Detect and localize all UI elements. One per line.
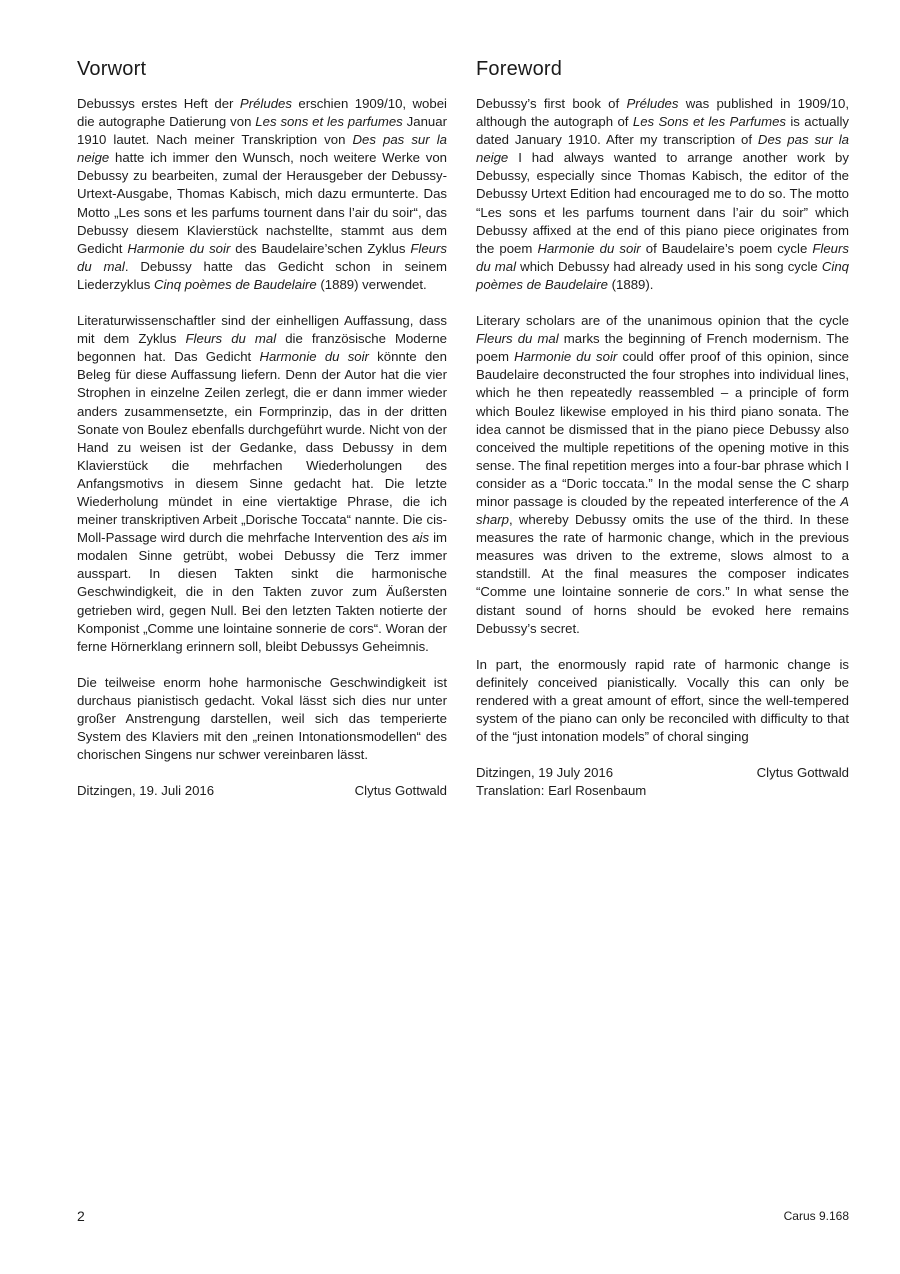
italic-title: Harmonie du soir — [127, 240, 231, 256]
italic-title: Fleurs du mal — [476, 240, 849, 274]
italic-title: Des pas sur la neige — [77, 132, 447, 166]
german-column — [77, 58, 447, 800]
english-place-date: Ditzingen, 19 July 2016 — [476, 765, 614, 781]
italic-title: Préludes — [239, 96, 292, 111]
english-translation-credit: Translation: Earl Rosenbaum — [476, 783, 647, 799]
german-heading: Vorwort — [77, 58, 147, 80]
english-paragraph-3: In part, the enormously rapid rate of harmonic change is definitely conceived pianistically. Vocally this can only be rendered with a great amount of effort, since the well-tempered system of the piano can only be reconciled with difficulty to that of the “just intonation models” of choral singing — [476, 656, 849, 745]
english-paragraph-2: Literary scholars are of the unanimous opinion that the cycle Fleurs du mal marks the beginning of French modernism. The poem Harmonie du soir could offer proof of this opinion, since Baudelaire deconstructed the four strophes into individual lines, which he then repeatedly reassembled – a principle of form which Boulez likewise employed in his third piano sonata. The idea cannot be dismissed that in the piano piece Debussy also conceived the multiple repetitions of the opening motive in this sense. The final repetition merges into a four-bar phrase which I consider as a “Doric toccata.” In the modal sense the C sharp minor passage is clouded by the repeated interference of the A sharp, whereby Debussy omits the use of the third. In these measures the rate of harmonic change, which in the previous measures was driven to the extreme, slows almost to a standstill. At the final measures the composer indicates “Comme une lointaine sonnerie de cors.” In what sense the distant sound of horns should be evoked here remains Debussy’s secret. — [476, 313, 850, 636]
italic-title: Fleurs du mal — [476, 331, 559, 347]
italic-title: Fleurs du mal — [185, 331, 277, 347]
german-paragraph-1: Debussys erstes Heft der Préludes erschien 1909/10, wobei die autographe Datierung von Les sons et les parfumes Januar 1910 lautet. Nach meiner Transkription von Des pas sur la neige hatte ich immer den Wunsch, noch weitere Werke von Debussy zu bearbeiten, zumal der Herausgeber der Debussy-Urtext-Ausgabe, Thomas Kabisch, mich dazu ermunterte. Das Motto „Les sons et les parfums tournent dans l’air du soir“, das Debussy diesem Klavierstück nachstellte, stammt aus dem Gedicht Harmonie du soir des Baudelaire’schen Zyklus Fleurs du mal. Debussy hatte das Gedicht schon in seinem Liederzyklus Cinq poèmes de Baudelaire (1889) verwendet. — [77, 96, 447, 292]
italic-title: Harmonie du soir — [259, 349, 369, 365]
italic-title: Harmonie du soir — [514, 349, 618, 365]
german-place-date: Ditzingen, 19. Juli 2016 — [77, 783, 215, 799]
italic-title: Fleurs du mal — [77, 240, 447, 274]
english-author: Clytus Gottwald — [756, 765, 849, 781]
italic-title: A sharp — [476, 493, 849, 528]
italic-title: Cinq poèmes de Baudelaire — [476, 258, 849, 292]
english-paragraph-1: Debussy’s first book of Préludes was published in 1909/10, although the autograph of Les Sons et les Parfumes is actually dated January 1910. After my transcription of Des pas sur la neige I had always wanted to arrange another work by Debussy, especially since Thomas Kabisch, the editor of the Debussy Urtext Edition had encouraged me to do so. The motto “Les sons et les parfums tournent dans l’air du soir” which Debussy affixed at the end of this piano piece originates from the poem Harmonie du soir of Baudelaire’s poem cycle Fleurs du mal which Debussy had already used in his song cycle Cinq poèmes de Baudelaire (1889). — [476, 96, 849, 292]
english-signature — [476, 764, 849, 800]
italic-title: Préludes — [626, 96, 679, 111]
italic-title: Des pas sur la neige — [476, 132, 849, 166]
italic-title: ais — [412, 530, 430, 546]
italic-title: Les Sons et les Parfumes — [632, 114, 786, 130]
german-author: Clytus Gottwald — [354, 783, 447, 799]
german-signature — [77, 782, 447, 800]
italic-title: Les sons et les parfumes — [255, 114, 403, 130]
italic-title: Cinq poèmes de Baudelaire — [153, 276, 317, 292]
page-number: 2 — [77, 1208, 85, 1224]
german-paragraph-3: Die teilweise enorm hohe harmonische Geschwindigkeit ist durchaus pianistisch gedacht. Vokal lässt sich dies nur unter großer Anstrengung darstellen, weil sich das temperierte System des Klaviers mit den „reinen Intonationsmodellen“ des chorischen Singens nur schwer vereinbaren lässt. — [77, 674, 447, 763]
catalog-number: Carus 9.168 — [783, 1209, 849, 1223]
english-column — [476, 58, 849, 800]
german-paragraph-2: Literaturwissenschaftler sind der einhelligen Auffassung, dass mit dem Zyklus Fleurs du mal die französische Moderne begonnen hat. Das Gedicht Harmonie du soir könnte den Beleg für diese Auffassung liefern. Denn der Autor hat die vier Strophen in einzelne Zeilen zerlegt, die er dann immer wieder anders zusammensetzte, ein Formprinzip, das in der dritten Sonate von Boulez ebenfalls durchgeführt wurde. Nicht von der Hand zu weisen ist der Gedanke, dass Debussy in dem Klavierstück die mehrfachen Wiederholungen des Anfangsmotivs in diesem Sinne gedacht hat. Die letzte Wiederholung mündet in eine viertaktige Phrase, die ich meiner transkriptiven Arbeit „Dorische Toccata“ nannte. Die cis-Moll-Passage wird durch die mehrfache Intervention des ais im modalen Sinne getrübt, wobei Debussy die Terz immer ausspart. In diesen Takten sinkt die harmonische Geschwindigkeit, die in den Takten zuvor zum Äußersten getrieben wird, gegen Null. Bei den letzten Takten notierte der Komponist „Comme une lointaine sonnerie de cors“. Woran der ferne Hörnerklang erinnern soll, bleibt Debussys Geheimnis. — [77, 313, 448, 654]
english-heading: Foreword — [476, 58, 563, 80]
italic-title: Harmonie du soir — [537, 240, 641, 256]
